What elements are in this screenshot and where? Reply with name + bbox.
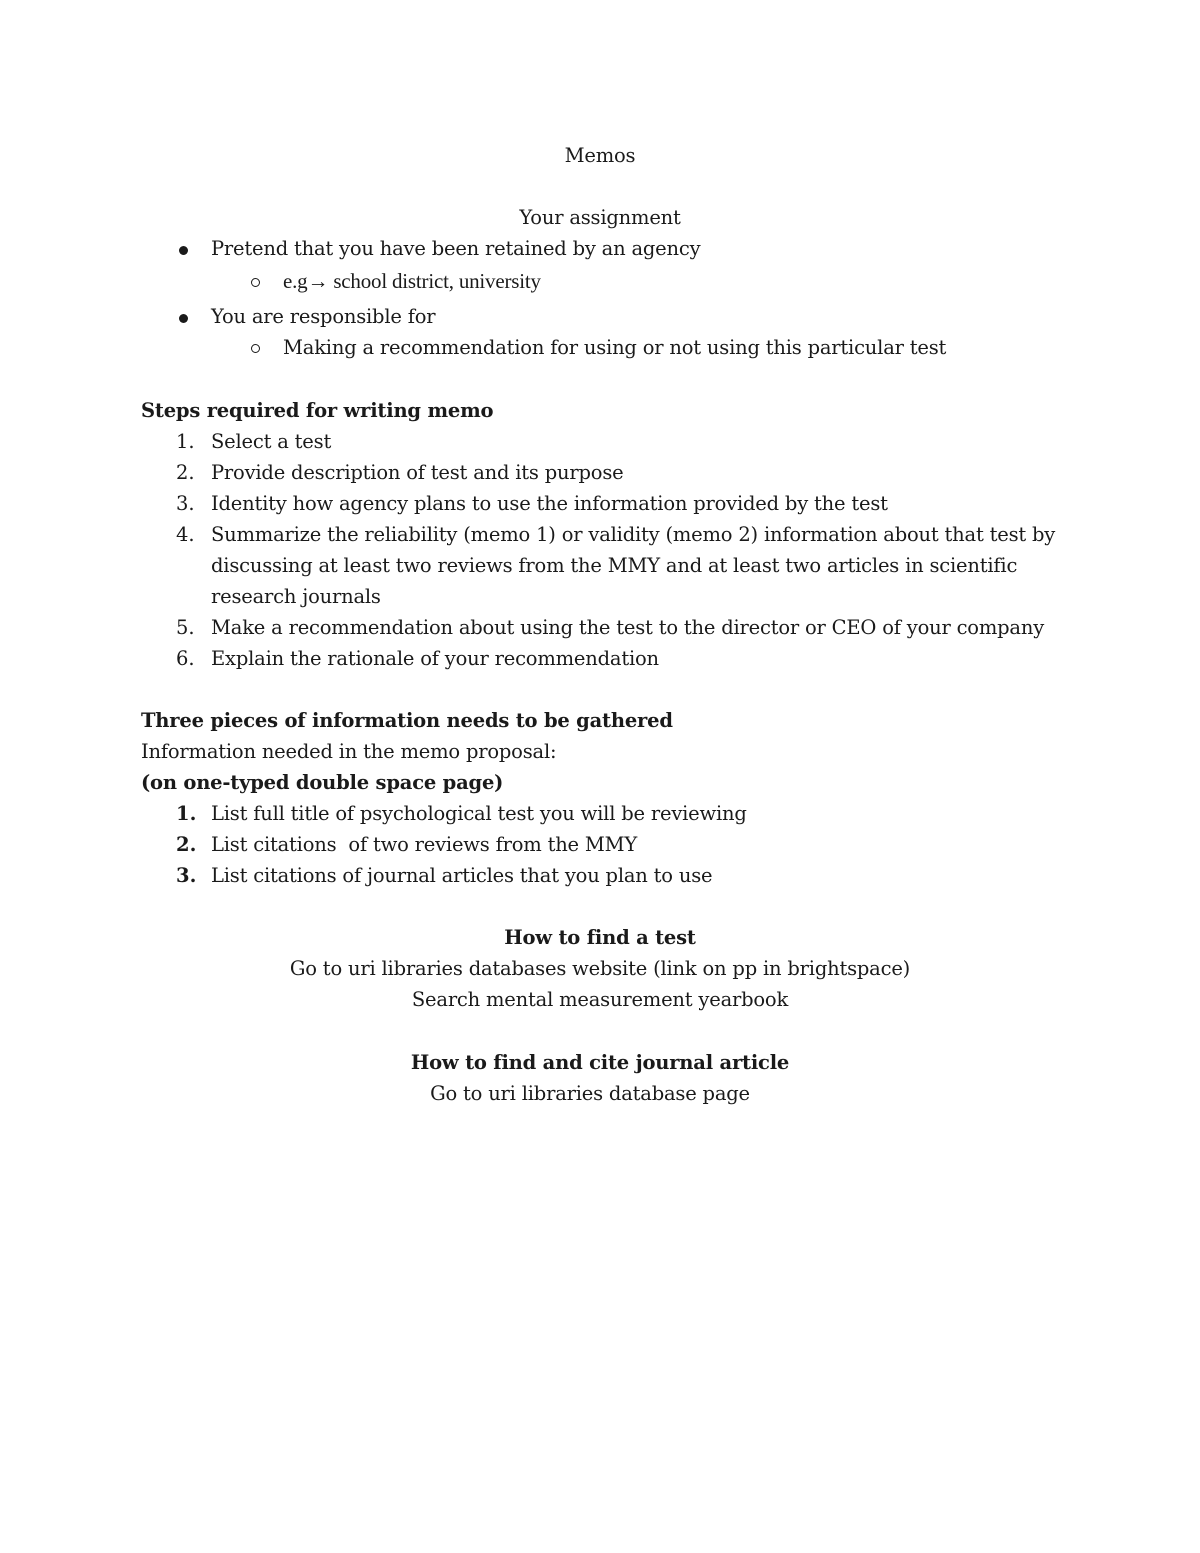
- find-test-line-1: Go to uri libraries databases website (link on pp in brightspace): [289, 957, 911, 980]
- step-number: 5.: [176, 616, 195, 639]
- step-number: 2.: [176, 461, 195, 484]
- step-number: 1.: [176, 430, 195, 453]
- step-item-5: Make a recommendation about using the test to the director or CEO of your company: [211, 616, 1045, 639]
- step-item-6: Explain the rationale of your recommendation: [211, 647, 659, 670]
- assignment-heading: Your assignment: [519, 206, 681, 229]
- info-number: 1.: [176, 802, 197, 825]
- bullet-dot-icon: [179, 314, 188, 323]
- step-number: 4.: [176, 523, 195, 546]
- step-item-2: Provide description of test and its purpose: [211, 461, 624, 484]
- info-item-1: List full title of psychological test you will be reviewing: [211, 802, 747, 825]
- assignment-bullet-1: Pretend that you have been retained by an agency: [211, 237, 701, 260]
- step-item-4-line-2: discussing at least two reviews from the MMY and at least two articles in scientific: [211, 554, 1018, 577]
- find-article-line-1: Go to uri libraries database page: [430, 1082, 750, 1105]
- find-test-heading: How to find a test: [504, 926, 696, 949]
- steps-heading: Steps required for writing memo: [141, 399, 494, 422]
- step-item-1: Select a test: [211, 430, 332, 453]
- info-number: 3.: [176, 864, 197, 887]
- info-item-3: List citations of journal articles that you plan to use: [211, 864, 713, 887]
- info-intro: Information needed in the memo proposal:: [141, 740, 557, 763]
- info-heading: Three pieces of information needs to be gathered: [141, 709, 673, 732]
- info-item-2: List citations of two reviews from the MMY: [211, 833, 638, 856]
- info-number: 2.: [176, 833, 197, 856]
- find-article-heading: How to find and cite journal article: [410, 1051, 790, 1074]
- assignment-bullet-2: You are responsible for: [211, 305, 436, 328]
- step-item-3: Identity how agency plans to use the information provided by the test: [211, 492, 888, 515]
- bullet-dot-icon: [179, 246, 188, 255]
- document-title: Memos: [564, 144, 636, 167]
- info-note: (on one-typed double space page): [141, 771, 504, 794]
- assignment-sub-bullet-2: Making a recommendation for using or not using this particular test: [283, 336, 947, 359]
- step-number: 6.: [176, 647, 195, 670]
- bullet-ring-icon: [251, 278, 260, 287]
- step-item-4-line-1: Summarize the reliability (memo 1) or validity (memo 2) information about that test by: [211, 523, 1056, 546]
- bullet-ring-icon: [251, 344, 260, 353]
- find-test-line-2: Search mental measurement yearbook: [411, 988, 789, 1011]
- step-item-4-line-3: research journals: [211, 585, 381, 608]
- assignment-sub-bullet-1: e.g→ school district, university: [283, 269, 541, 293]
- step-number: 3.: [176, 492, 195, 515]
